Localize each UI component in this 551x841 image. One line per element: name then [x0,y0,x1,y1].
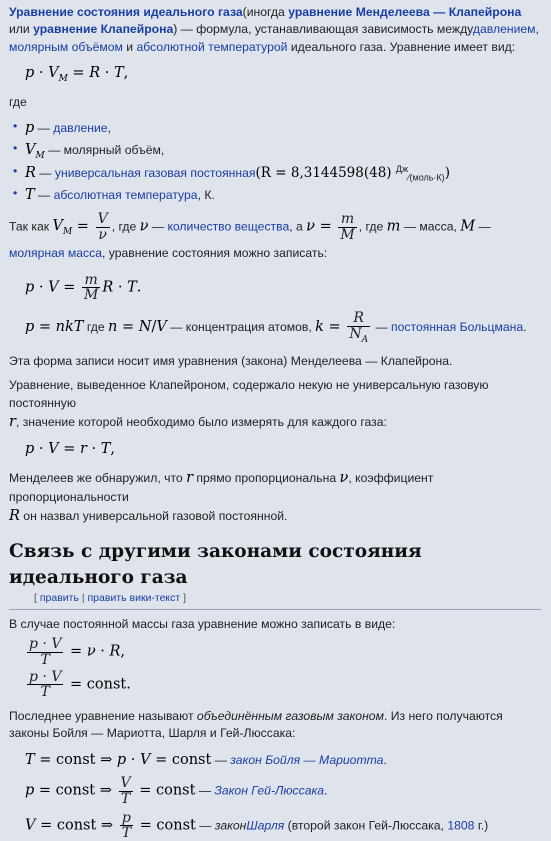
text: Уравнение, выведенное Клапейроном, содержало некую не универсальную газовую постоянную [9,378,489,410]
text: ) [444,165,450,182]
text: . [324,783,328,798]
pressure-link[interactable]: давлением [472,22,536,37]
text: — закон [195,818,247,833]
def-abs-temp-link[interactable]: абсолютная температура [53,188,198,203]
text: [ [34,592,40,605]
name-paragraph: Эта форма записи носит имя уравнения (закона) Менделеева — Клапейрона. [9,353,453,368]
def-vm: • $V_M$ — молярный объём, [13,140,541,163]
equation-concentration: p = nkT где n = N/V — концентрация атомов, k = $\frac{R}{N_A}$ — постоянная Больцмана. [25,309,527,345]
charles-law-link[interactable]: Шарля [246,818,285,833]
text: | [78,592,88,605]
equation-mendeleev: p · V = $\frac{m}{M}$ R · T. [25,271,142,304]
text: и [122,39,137,54]
definition-list [13,118,541,206]
mendeleev-paragraph: Менделеев же обнаружил, что r прямо пропорциональна ν, коэффициент пропорциональности R он назвал универсальной газовой постоянной. [9,470,434,524]
text: — [34,120,54,135]
text: — масса, [400,219,461,234]
gay-lussac-law-link[interactable]: Закон Гей-Люссака [214,783,325,798]
section-title: Связь с другими законами состояния идеального газа [9,540,422,588]
text: — [195,783,215,798]
text: прямо пропорциональна [193,471,340,486]
intro-paragraph [9,4,541,56]
text: Так как [9,219,53,234]
aka-name2-link[interactable]: уравнение Клапейрона [33,22,174,37]
combined-law-term: объединённым газовым законом [196,709,384,724]
abs-temp-link[interactable]: абсолютной температурой [136,39,288,54]
unit-den: ⁄(моль·К) [408,172,445,183]
text: ) — формула, устанавливающая зависимость между [173,22,473,37]
text: , [535,22,539,37]
text: (иногда [242,5,289,19]
def-gas-constant-link[interactable]: универсальная газовая постоянная [54,166,256,181]
def-pressure-link[interactable]: давление [53,120,108,135]
equation-state: $p \cdot V_M = R \cdot T$, [25,64,129,84]
text: — [372,320,392,335]
text: , значение которой необходимо было измерять для каждого газа: [15,414,387,429]
year-link[interactable]: 1808 [447,818,475,833]
text: — [148,219,168,234]
text: — [475,219,491,234]
text: ] [180,592,187,605]
equation-combined-1: $\frac{p \cdot V}{T}$ = ν · R, [29,636,125,668]
text: — концентрация атомов, [166,320,316,335]
gas-constant-value: (R = 8,3144598(48) [255,165,396,182]
law-boyle: T = const ⇒ p · V = const — закон Бойля — Мариотта. [25,751,387,768]
fraction-v-nu: $\frac{V}{\nu}$ [97,211,108,243]
text: Последнее уравнение называют [9,709,197,724]
text: , коэффициент пропорциональности [9,471,434,504]
text: , К. [197,188,215,203]
text: . [383,752,387,767]
unit-num: Дж [395,164,408,175]
text: — [211,752,231,767]
combined-paragraph [9,708,541,743]
text: , где [111,219,140,234]
text: , а [289,219,307,234]
text: , [107,120,111,135]
text: — [44,142,64,157]
molar-mass-link[interactable]: молярная масса [9,246,102,261]
term-link[interactable]: Уравнение состояния идеального газа [9,5,243,19]
law-charles: V = const ⇒ $\frac{p}{T}$ = const — законШарля (второй закон Гей-Люссака, 1808 г.) [25,809,489,841]
def-p: • p — давление, [13,118,541,139]
text: , уравнение состояния можно записать: [102,246,328,261]
where-label: где [9,94,27,109]
section-divider [9,609,541,610]
boyle-law-link[interactable]: закон Бойля — Мариотта [230,752,384,767]
text: г.) [474,818,489,833]
fraction-m-M: $\frac{m}{M}$ [340,211,355,243]
text: Менделеев же обнаружил, что [9,471,187,486]
text: молярный объём [63,142,161,157]
molar-volume-link[interactable]: молярным объёмом [9,39,123,54]
text: или [9,22,34,37]
text: — [35,166,55,181]
amount-link[interactable]: количество вещества [167,219,290,234]
edit-wikitext-link[interactable]: править вики-текст [87,592,181,605]
text: он назвал универсальной газовой постоянной. [19,508,288,523]
text: . [523,320,527,335]
aka-name1-link[interactable]: уравнение Менделеева — Клапейрона [288,5,522,19]
since-paragraph: Так как $V_M$ = $\frac{V}{\nu}$ , где ν — количество вещества, а ν = $\frac{m}{M}$ , где m — масса, M —молярная масса, уравнение состояния можно записать: [9,211,491,261]
edit-link[interactable]: править [39,592,79,605]
text: . Из него получаются законы Бойля — Мариотта, Шарля и Гей-Люссака: [9,709,503,741]
sub: M [35,150,45,161]
text: (второй закон Гей-Люссака, [284,818,448,833]
law-gay-lussac: p = const ⇒ $\frac{V}{T}$ = const — Закон Гей-Люссака. [25,775,328,807]
text: , где [358,219,387,234]
def-r: • R — универсальная газовая постоянная(R = 8,3144598(48) $^{Дж}_{⁄(моль\cdot К)}$) [13,163,541,184]
equation-combined-2: $\frac{p \cdot V}{T}$ = const. [29,668,131,701]
const-mass-paragraph: В случае постоянной массы газа уравнение можно записать в виде: [9,616,396,631]
text: — [34,188,54,203]
text: где [83,320,109,335]
boltzmann-link[interactable]: постоянная Больцмана [391,320,524,335]
equation-clapeyron: p · V = r · T, [25,441,116,458]
clapeyron-paragraph: Уравнение, выведенное Клапейроном, содержало некую не универсальную газовую постоянную r, значение которой необходимо было измерять для каждого газа: [9,378,489,430]
text: , [160,142,165,157]
text: идеального газа. Уравнение имеет вид: [287,39,516,54]
def-t: • T — абсолютная температура, К. [13,185,541,206]
edit-links [34,591,541,606]
